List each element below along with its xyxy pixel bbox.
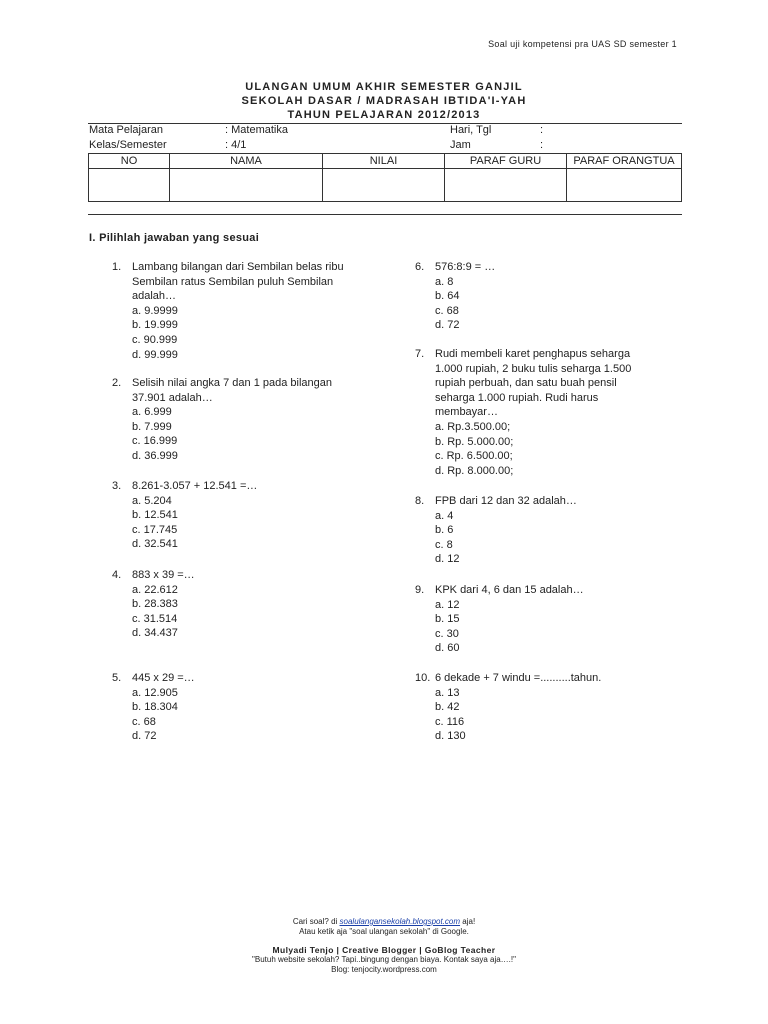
question-body bbox=[435, 671, 601, 744]
year-title: TAHUN PELAJARAN 2012/2013 bbox=[287, 109, 481, 121]
answer-option: d. Rp. 8.000.00; bbox=[435, 464, 514, 477]
answer-option: a. 4 bbox=[435, 509, 454, 522]
answer-option: b. 15 bbox=[435, 613, 460, 626]
answer-option: c. 68 bbox=[132, 715, 156, 728]
footer-line-1-post: aja! bbox=[460, 917, 476, 926]
answer-option: a. Rp.3.500.00; bbox=[435, 420, 511, 433]
cell-paraf-orangtua bbox=[567, 169, 682, 202]
question-body bbox=[132, 376, 332, 464]
footer-blog-link[interactable]: soalulangansekolah.blogspot.com bbox=[339, 917, 461, 926]
question-text-line: Rudi membeli karet penghapus seharga bbox=[435, 348, 631, 360]
day-label: Hari, Tgl bbox=[450, 124, 492, 136]
cell-no bbox=[89, 169, 170, 202]
question-text-line: membayar… bbox=[435, 406, 498, 419]
answer-option: a. 6.999 bbox=[132, 406, 172, 419]
answer-option: c. 90.999 bbox=[132, 333, 178, 346]
question-number: 10. bbox=[415, 672, 431, 684]
question-body bbox=[435, 494, 577, 567]
col-nama: NAMA bbox=[170, 154, 323, 169]
answer-option: d. 32.541 bbox=[132, 538, 178, 551]
answer-option: a. 9.9999 bbox=[132, 304, 178, 317]
question-6 bbox=[415, 260, 495, 333]
question-5 bbox=[112, 671, 195, 744]
footer-line-1 bbox=[0, 917, 768, 927]
divider-bottom bbox=[88, 214, 682, 215]
footer-line-1-pre: Cari soal? di bbox=[292, 917, 340, 926]
question-body bbox=[132, 260, 344, 362]
question-1 bbox=[112, 260, 344, 362]
question-text-line: rupiah perbuah, dan satu buah pensil bbox=[435, 377, 617, 390]
answer-option: b. Rp. 5.000.00; bbox=[435, 435, 514, 448]
answer-option: c. 16.999 bbox=[132, 435, 178, 448]
question-text-line: 576:8:9 = … bbox=[435, 261, 496, 273]
subject-label: Mata Pelajaran bbox=[89, 124, 163, 136]
time-label: Jam bbox=[450, 139, 471, 151]
answer-option: c. 31.514 bbox=[132, 612, 178, 625]
question-text-line: 8.261-3.057 + 12.541 =… bbox=[132, 480, 258, 492]
answer-option: c. 8 bbox=[435, 538, 453, 551]
question-body bbox=[132, 479, 257, 552]
answer-option: b. 19.999 bbox=[132, 319, 178, 332]
question-4 bbox=[112, 568, 195, 641]
signature-table bbox=[88, 153, 682, 202]
col-paraf-guru: PARAF GURU bbox=[445, 154, 567, 169]
question-body bbox=[435, 260, 495, 333]
footer-line-4: "Butuh website sekolah? Tapi..bingung dengan biaya. Kontak saya aja….!" bbox=[252, 955, 516, 964]
question-text-line: Sembilan ratus Sembilan puluh Sembilan bbox=[132, 275, 334, 288]
answer-option: a. 5.204 bbox=[132, 494, 172, 507]
question-number: 7. bbox=[415, 348, 425, 360]
question-number: 9. bbox=[415, 584, 425, 596]
cell-nilai bbox=[323, 169, 445, 202]
question-body bbox=[435, 583, 584, 656]
answer-option: b. 7.999 bbox=[132, 420, 172, 433]
answer-option: a. 22.612 bbox=[132, 583, 178, 596]
question-7 bbox=[415, 347, 631, 478]
question-number: 4. bbox=[112, 569, 122, 581]
class-value: : 4/1 bbox=[225, 139, 247, 151]
answer-option: b. 12.541 bbox=[132, 509, 178, 522]
question-text-line: 6 dekade + 7 windu =..........tahun. bbox=[435, 672, 602, 684]
section-title: I. Pilihlah jawaban yang sesuai bbox=[89, 232, 260, 244]
question-number: 2. bbox=[112, 377, 122, 389]
answer-option: d. 130 bbox=[435, 730, 466, 743]
signature-table-row bbox=[89, 169, 682, 202]
question-text-line: 445 x 29 =… bbox=[132, 672, 195, 684]
question-text-line: 883 x 39 =… bbox=[132, 569, 195, 581]
question-text-line: Lambang bilangan dari Sembilan belas ribu bbox=[132, 261, 344, 273]
signature-table-header bbox=[89, 154, 682, 169]
day-value: : bbox=[540, 124, 544, 136]
question-number: 5. bbox=[112, 672, 122, 684]
col-paraf-orangtua: PARAF ORANGTUA bbox=[567, 154, 682, 169]
answer-option: c. 30 bbox=[435, 627, 459, 640]
answer-option: d. 72 bbox=[435, 319, 460, 332]
answer-option: a. 8 bbox=[435, 275, 454, 288]
cell-paraf-guru bbox=[445, 169, 567, 202]
question-body bbox=[435, 347, 631, 478]
footer-author: Mulyadi Tenjo | Creative Blogger | GoBlog Teacher bbox=[272, 945, 496, 955]
answer-option: d. 72 bbox=[132, 730, 157, 743]
answer-option: d. 12 bbox=[435, 553, 460, 566]
answer-option: d. 60 bbox=[435, 642, 460, 655]
answer-option: b. 28.383 bbox=[132, 598, 178, 611]
question-9 bbox=[415, 583, 584, 656]
exam-title: ULANGAN UMUM AKHIR SEMESTER GANJIL bbox=[245, 81, 523, 93]
subject-value: : Matematika bbox=[225, 124, 288, 136]
question-number: 6. bbox=[415, 261, 425, 273]
question-text-line: adalah… bbox=[132, 290, 177, 303]
answer-option: a. 12.905 bbox=[132, 686, 178, 699]
divider-top bbox=[88, 123, 682, 124]
question-8 bbox=[415, 494, 577, 567]
answer-option: c. 17.745 bbox=[132, 523, 178, 536]
question-text-line: 37.901 adalah… bbox=[132, 391, 213, 404]
answer-option: b. 42 bbox=[435, 701, 460, 714]
header-note: Soal uji kompetensi pra UAS SD semester 1 bbox=[488, 39, 677, 49]
question-3 bbox=[112, 479, 257, 552]
col-nilai: NILAI bbox=[323, 154, 445, 169]
question-text-line: Selisih nilai angka 7 dan 1 pada bilangan bbox=[132, 377, 332, 389]
answer-option: c. 68 bbox=[435, 304, 459, 317]
question-text-line: 1.000 rupiah, 2 buku tulis seharga 1.500 bbox=[435, 362, 632, 375]
footer bbox=[0, 917, 768, 975]
question-text-line: seharga 1.000 rupiah. Rudi harus bbox=[435, 391, 599, 404]
cell-nama bbox=[170, 169, 323, 202]
class-label: Kelas/Semester bbox=[89, 139, 167, 151]
question-text-line: FPB dari 12 dan 32 adalah… bbox=[435, 495, 577, 507]
school-title: SEKOLAH DASAR / MADRASAH IBTIDA'I-YAH bbox=[241, 95, 527, 107]
answer-option: a. 13 bbox=[435, 686, 460, 699]
question-2 bbox=[112, 376, 332, 464]
answer-option: d. 36.999 bbox=[132, 449, 178, 462]
answer-option: b. 6 bbox=[435, 524, 454, 537]
footer-blog: Blog: tenjocity.wordpress.com bbox=[331, 965, 437, 974]
answer-option: c. 116 bbox=[435, 715, 465, 728]
col-no: NO bbox=[89, 154, 170, 169]
answer-option: a. 12 bbox=[435, 598, 460, 611]
answer-option: b. 64 bbox=[435, 290, 460, 303]
answer-option: b. 18.304 bbox=[132, 701, 178, 714]
question-10 bbox=[415, 671, 601, 744]
question-text-line: KPK dari 4, 6 dan 15 adalah… bbox=[435, 584, 584, 596]
question-body bbox=[132, 671, 195, 744]
answer-option: c. Rp. 6.500.00; bbox=[435, 450, 513, 463]
question-number: 8. bbox=[415, 495, 425, 507]
answer-option: d. 34.437 bbox=[132, 627, 178, 640]
footer-line-2: Atau ketik aja "soal ulangan sekolah" di Google. bbox=[299, 927, 469, 936]
question-number: 3. bbox=[112, 480, 122, 492]
answer-option: d. 99.999 bbox=[132, 348, 178, 361]
question-number: 1. bbox=[112, 261, 122, 273]
time-value: : bbox=[540, 139, 544, 151]
question-body bbox=[132, 568, 195, 641]
